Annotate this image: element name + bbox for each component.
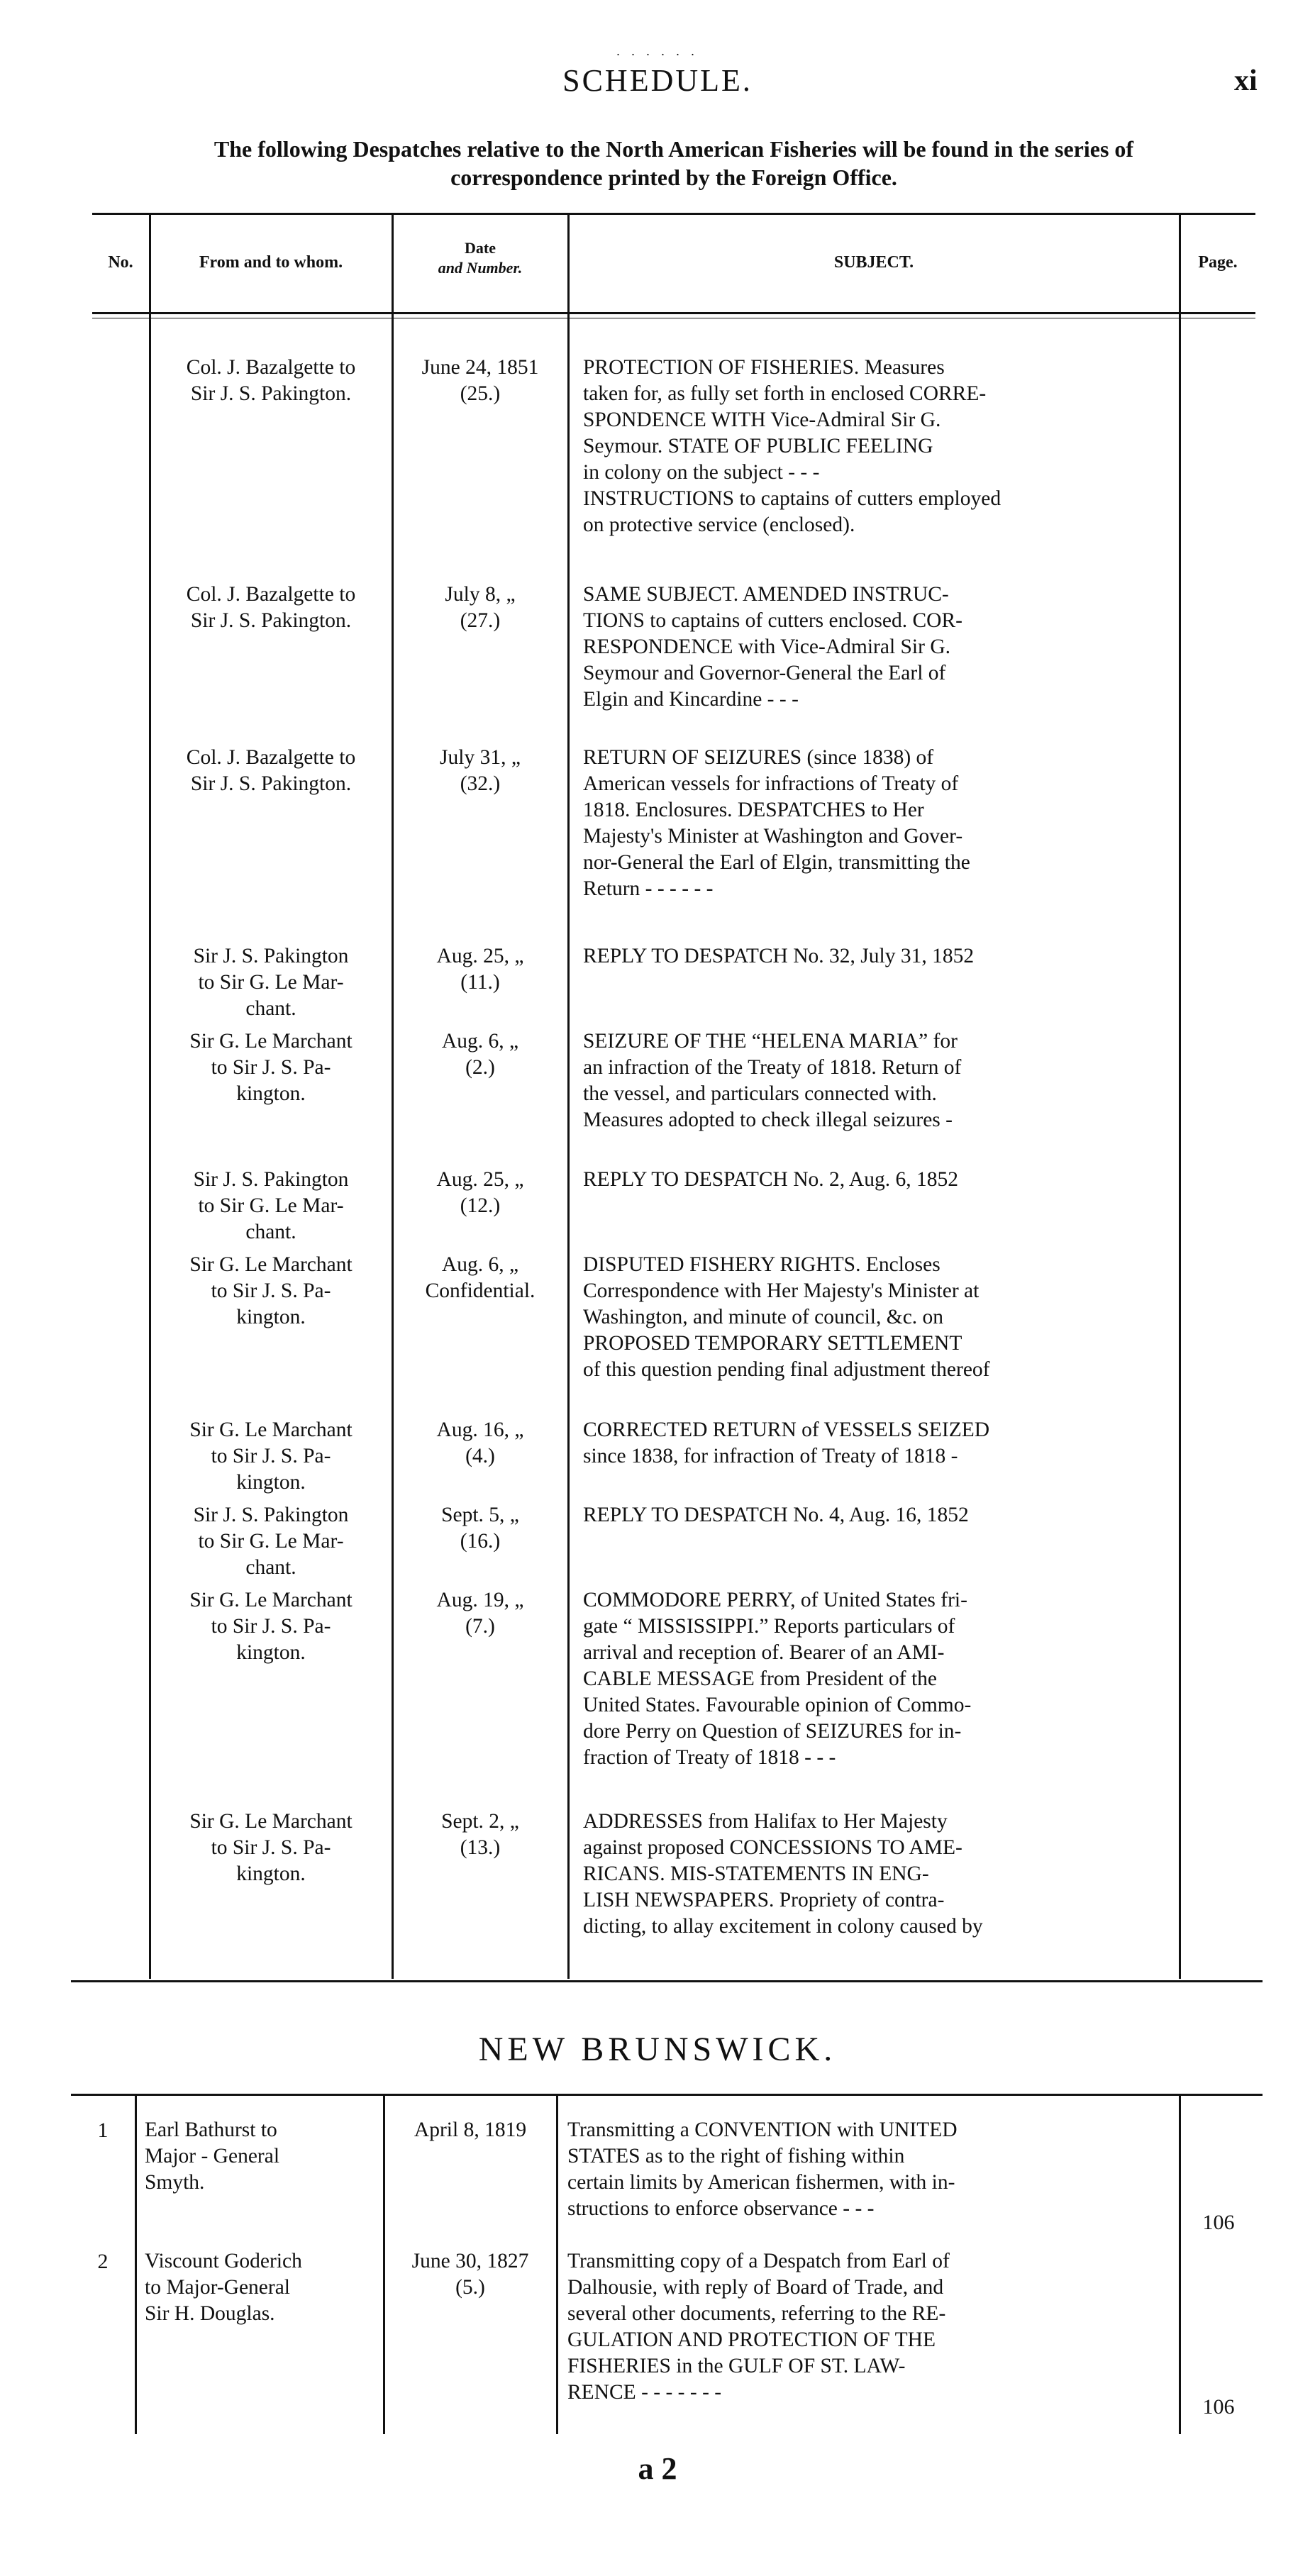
from-to-cell: [139, 2248, 386, 2327]
page-number: xi: [1234, 65, 1258, 97]
subject-cell: [567, 2248, 1170, 2406]
table-top-rule: [92, 213, 1255, 215]
date-cell: [393, 943, 567, 996]
date-cell: [393, 1252, 567, 1304]
date-line: Sept. 2, „: [441, 1810, 519, 1833]
subject-line: on protective service (enclosed).: [583, 513, 855, 536]
section-col-divider-date: [556, 2094, 558, 2434]
from-to-cell: [150, 355, 392, 407]
subject-line: gate “ MISSISSIPPI.” Reports particulars of: [583, 1615, 955, 1638]
subject-cell: [583, 1028, 1172, 1133]
from-to-line: chant.: [245, 997, 296, 1020]
subject-line: TIONS to captains of cutters enclosed. COR-: [583, 609, 962, 632]
from-to-cell: [150, 745, 392, 797]
date-line: (27.): [460, 609, 501, 632]
from-to-line: to Sir J. S. Pa-: [211, 1056, 331, 1079]
subject-line: Majesty's Minister at Washington and Gover-: [583, 825, 963, 848]
column-header-date: [393, 238, 567, 278]
subject-line: American vessels for infractions of Treaty of: [583, 772, 959, 795]
subject-line: DISPUTED FISHERY RIGHTS. Encloses: [583, 1253, 941, 1276]
subject-line: SPONDENCE WITH Vice-Admiral Sir G.: [583, 409, 941, 431]
date-line: April 8, 1819: [414, 2119, 527, 2141]
subject-line: arrival and reception of. Bearer of an AMI-: [583, 1641, 945, 1664]
subject-line: Measures adopted to check illegal seizures -: [583, 1109, 953, 1131]
subject-line: GULATION AND PROTECTION OF THE: [567, 2328, 936, 2351]
subject-line: an infraction of the Treaty of 1818. Return of: [583, 1056, 962, 1079]
subject-line: 1818. Enclosures. DESPATCHES to Her: [583, 799, 924, 821]
subject-line: nor-General the Earl of Elgin, transmitting the: [583, 851, 970, 874]
subject-line: several other documents, referring to the RE-: [567, 2302, 946, 2325]
section-col-divider-subject: [1179, 2094, 1181, 2434]
date-line: (13.): [460, 1836, 501, 1859]
subject-line: Return - - - - - -: [583, 877, 714, 900]
subject-line: ADDRESSES from Halifax to Her Majesty: [583, 1810, 948, 1833]
from-to-line: Col. J. Bazalgette to: [186, 746, 356, 769]
subject-line: PROPOSED TEMPORARY SETTLEMENT: [583, 1332, 962, 1355]
subject-cell: [567, 2117, 1170, 2222]
subject-cell: [583, 1167, 1172, 1193]
from-to-line: to Sir J. S. Pa-: [211, 1615, 331, 1638]
section-top-rule: [71, 1980, 1263, 1982]
subject-line: since 1838, for infraction of Treaty of 1818 -: [583, 1445, 958, 1467]
from-to-line: Sir G. Le Marchant: [189, 1810, 353, 1833]
from-to-cell: [150, 1028, 392, 1107]
date-line: Aug. 19, „: [436, 1589, 524, 1611]
date-line: July 31, „: [440, 746, 521, 769]
date-cell: [393, 1028, 567, 1081]
date-line: June 24, 1851: [421, 356, 539, 379]
from-to-line: Sir J. S. Pakington: [193, 1168, 349, 1191]
page-reference: 106: [1202, 2211, 1235, 2234]
subject-cell: [583, 745, 1172, 902]
from-to-line: Col. J. Bazalgette to: [186, 583, 356, 606]
subject-line: RICANS. MIS-STATEMENTS IN ENG-: [583, 1862, 929, 1885]
subject-line: RETURN OF SEIZURES (since 1838) of: [583, 746, 934, 769]
date-line: Aug. 25, „: [436, 945, 524, 967]
signature-mark: a 2: [638, 2451, 677, 2486]
from-to-line: Sir J. S. Pakington: [193, 1504, 349, 1526]
date-cell: [393, 1167, 567, 1219]
from-to-line: to Sir J. S. Pa-: [211, 1445, 331, 1467]
from-to-cell: [150, 1502, 392, 1581]
from-to-cell: [150, 582, 392, 634]
from-to-line: Sir J. S. Pakington.: [190, 772, 352, 795]
from-to-line: Viscount Goderich: [145, 2250, 302, 2272]
from-to-line: Sir J. S. Pakington.: [190, 382, 352, 405]
from-to-line: Sir G. Le Marchant: [189, 1419, 353, 1441]
date-line: (5.): [455, 2276, 485, 2299]
column-header-date-line-2: and Number.: [438, 259, 523, 277]
column-header-page: Page.: [1198, 253, 1238, 272]
subject-line: LISH NEWSPAPERS. Propriety of contra-: [583, 1889, 945, 1911]
subject-line: CORRECTED RETURN of VESSELS SEIZED: [583, 1419, 990, 1441]
subject-cell: [583, 582, 1172, 713]
intro-line-1: The following Despatches relative to the North American Fisheries will be found in the series of: [213, 136, 1134, 162]
from-to-line: Sir G. Le Marchant: [189, 1589, 353, 1611]
from-to-line: to Sir G. Le Mar-: [198, 971, 344, 994]
subject-line: structions to enforce observance - - -: [567, 2197, 875, 2220]
intro-paragraph: [92, 135, 1255, 191]
subject-line: REPLY TO DESPATCH No. 4, Aug. 16, 1852: [583, 1504, 969, 1526]
subject-line: United States. Favourable opinion of Commo-: [583, 1694, 972, 1716]
subject-line: against proposed CONCESSIONS TO AME-: [583, 1836, 962, 1859]
from-to-cell: [150, 1167, 392, 1245]
from-to-line: chant.: [245, 1556, 296, 1579]
col-divider-date: [567, 213, 570, 1979]
subject-cell: [583, 943, 1172, 970]
col-divider-from: [392, 213, 394, 1979]
date-cell: [393, 1809, 567, 1861]
subject-line: certain limits by American fishermen, with in-: [567, 2171, 955, 2194]
date-line: (2.): [465, 1056, 495, 1079]
date-line: Aug. 16, „: [436, 1419, 524, 1441]
date-cell: [393, 1417, 567, 1470]
page-title: SCHEDULE.: [562, 63, 753, 98]
date-line: (7.): [465, 1615, 495, 1638]
date-cell: [393, 745, 567, 797]
subject-line: REPLY TO DESPATCH No. 2, Aug. 6, 1852: [583, 1168, 958, 1191]
subject-line: CABLE MESSAGE from President of the: [583, 1667, 938, 1690]
subject-cell: [583, 355, 1172, 538]
page-reference: 106: [1202, 2395, 1235, 2419]
row-number: 1: [97, 2119, 109, 2142]
date-line: Sept. 5, „: [441, 1504, 519, 1526]
table-header-rule: [92, 312, 1255, 314]
subject-line: Elgin and Kincardine - - -: [583, 688, 799, 711]
subject-cell: [583, 1809, 1172, 1940]
subject-cell: [583, 1587, 1172, 1771]
section-title: NEW BRUNSWICK.: [478, 2031, 837, 2068]
subject-line: Seymour. STATE OF PUBLIC FEELING: [583, 435, 933, 457]
date-line: (32.): [460, 772, 501, 795]
date-line: June 30, 1827: [411, 2250, 529, 2272]
from-to-cell: [150, 1417, 392, 1496]
column-header-date-line-1: Date: [465, 239, 496, 257]
column-header-subject: SUBJECT.: [833, 253, 914, 272]
from-to-cell: [150, 1809, 392, 1887]
from-to-line: chant.: [245, 1221, 296, 1243]
date-cell: [393, 355, 567, 407]
date-line: (4.): [465, 1445, 495, 1467]
subject-line: SAME SUBJECT. AMENDED INSTRUC-: [583, 583, 949, 606]
from-to-cell: [150, 943, 392, 1022]
from-to-line: Sir J. S. Pakington.: [190, 609, 352, 632]
column-header-from-to: From and to whom.: [199, 253, 343, 272]
from-to-line: Major - General: [145, 2145, 280, 2167]
section-table-top-rule: [71, 2094, 1263, 2096]
subject-line: RENCE - - - - - - -: [567, 2381, 722, 2404]
column-header-no: No.: [108, 253, 133, 272]
from-to-cell: [139, 2117, 386, 2196]
col-divider-subject: [1179, 213, 1181, 1979]
from-to-line: to Sir G. Le Mar-: [198, 1530, 344, 1553]
subject-line: Transmitting copy of a Despatch from Earl of: [567, 2250, 950, 2272]
date-line: (25.): [460, 382, 501, 405]
date-cell: [393, 1587, 567, 1640]
subject-line: in colony on the subject - - -: [583, 461, 820, 484]
from-to-line: Earl Bathurst to: [145, 2119, 277, 2141]
from-to-line: Sir H. Douglas.: [145, 2302, 275, 2325]
from-to-cell: [150, 1252, 392, 1331]
subject-cell: [583, 1252, 1172, 1383]
intro-line-2: correspondence printed by the Foreign Office.: [450, 165, 897, 190]
subject-line: Correspondence with Her Majesty's Minister at: [583, 1279, 980, 1302]
date-cell: [384, 2117, 556, 2143]
date-line: (11.): [460, 971, 500, 994]
from-to-line: Sir J. S. Pakington: [193, 945, 349, 967]
subject-line: FISHERIES in the GULF OF ST. LAW-: [567, 2355, 906, 2377]
from-to-line: kington.: [236, 1306, 306, 1328]
subject-line: of this question pending final adjustment thereof: [583, 1358, 990, 1381]
date-line: Aug. 6, „: [441, 1030, 519, 1053]
date-cell: [393, 582, 567, 634]
from-to-cell: [150, 1587, 392, 1666]
row-number: 2: [97, 2250, 109, 2273]
from-to-line: to Sir J. S. Pa-: [211, 1279, 331, 1302]
date-line: July 8, „: [445, 583, 516, 606]
header-ornament: . . . . . .: [616, 44, 699, 58]
from-to-line: to Sir G. Le Mar-: [198, 1194, 344, 1217]
from-to-line: Col. J. Bazalgette to: [186, 356, 356, 379]
subject-line: REPLY TO DESPATCH No. 32, July 31, 1852: [583, 945, 975, 967]
subject-line: the vessel, and particulars connected with.: [583, 1082, 937, 1105]
from-to-line: kington.: [236, 1641, 306, 1664]
subject-cell: [583, 1502, 1172, 1528]
date-line: Aug. 6, „: [441, 1253, 519, 1276]
from-to-line: to Sir J. S. Pa-: [211, 1836, 331, 1859]
subject-line: RESPONDENCE with Vice-Admiral Sir G.: [583, 635, 951, 658]
from-to-line: kington.: [236, 1082, 306, 1105]
subject-line: INSTRUCTIONS to captains of cutters employed: [583, 487, 1001, 510]
section-col-divider-no: [135, 2094, 137, 2434]
date-line: (12.): [460, 1194, 501, 1217]
subject-line: Washington, and minute of council, &c. on: [583, 1306, 944, 1328]
from-to-line: kington.: [236, 1471, 306, 1494]
subject-line: SEIZURE OF THE “HELENA MARIA” for: [583, 1030, 958, 1053]
from-to-line: Smyth.: [145, 2171, 205, 2194]
date-line: (16.): [460, 1530, 501, 1553]
from-to-line: to Major-General: [145, 2276, 291, 2299]
subject-line: PROTECTION OF FISHERIES. Measures: [583, 356, 945, 379]
date-cell: [384, 2248, 556, 2301]
subject-line: dicting, to allay excitement in colony caused by: [583, 1915, 983, 1938]
subject-line: Dalhousie, with reply of Board of Trade, and: [567, 2276, 944, 2299]
subject-line: taken for, as fully set forth in enclosed CORRE-: [583, 382, 987, 405]
from-to-line: Sir G. Le Marchant: [189, 1030, 353, 1053]
subject-line: STATES as to the right of fishing within: [567, 2145, 905, 2167]
subject-cell: [583, 1417, 1172, 1470]
subject-line: fraction of Treaty of 1818 - - -: [583, 1746, 836, 1769]
from-to-line: Sir G. Le Marchant: [189, 1253, 353, 1276]
from-to-line: kington.: [236, 1862, 306, 1885]
date-cell: [393, 1502, 567, 1555]
subject-line: dore Perry on Question of SEIZURES for in-: [583, 1720, 962, 1743]
subject-line: Transmitting a CONVENTION with UNITED: [567, 2119, 958, 2141]
subject-line: Seymour and Governor-General the Earl of: [583, 662, 946, 684]
date-line: Confidential.: [425, 1279, 536, 1302]
date-line: Aug. 25, „: [436, 1168, 524, 1191]
subject-line: COMMODORE PERRY, of United States fri-: [583, 1589, 967, 1611]
